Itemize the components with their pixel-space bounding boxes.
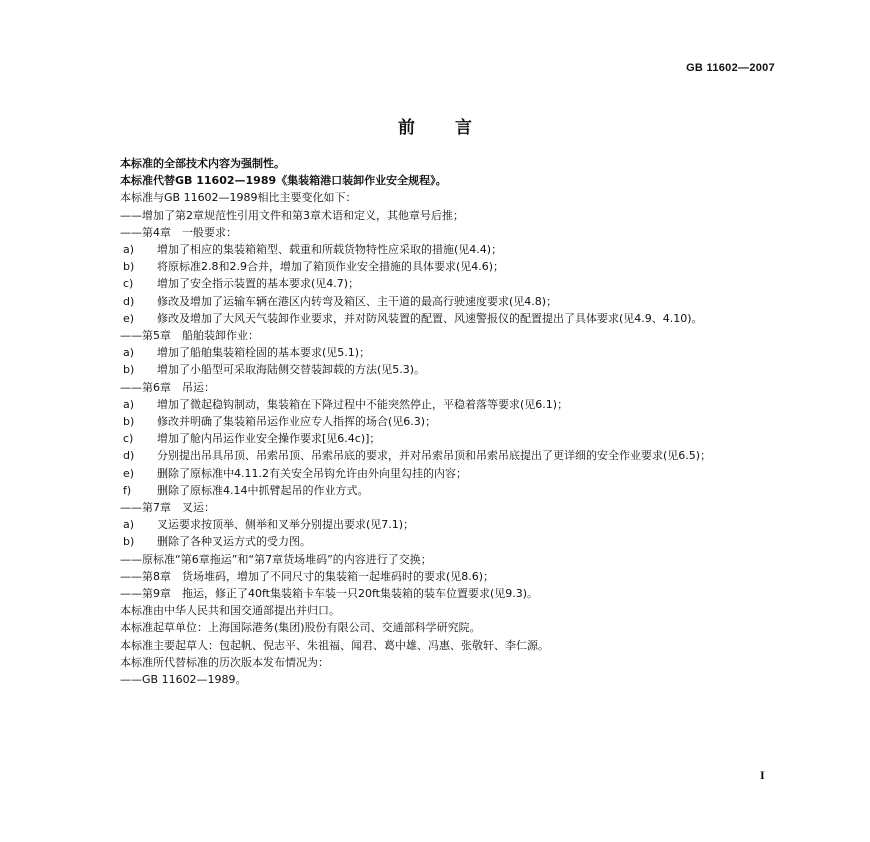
list-marker: b) bbox=[123, 260, 135, 274]
list-item-text: 增加了小船型可采取海陆侧交替装卸载的方法(见5.3)。 bbox=[157, 363, 426, 377]
list-item bbox=[120, 293, 780, 310]
list-item-text: 修改及增加了大风天气装卸作业要求，并对防风装置的配置、风速警报仪的配置提出了具体要求(见4.9、4.10)。 bbox=[157, 311, 703, 325]
list-item bbox=[120, 430, 780, 447]
body-line: ——第8章 货场堆码，增加了不同尺寸的集装箱一起堆码时的要求(见8.6)； bbox=[120, 569, 495, 583]
list-marker: c) bbox=[123, 432, 134, 446]
list-item-text: 叉运要求按顶举、侧举和叉举分别提出要求(见7.1)； bbox=[157, 518, 415, 532]
foreword-body bbox=[120, 155, 780, 688]
list-item bbox=[120, 533, 780, 550]
list-item bbox=[120, 396, 780, 413]
list-item bbox=[120, 516, 780, 533]
body-line: 本标准代替GB 11602—1989《集装箱港口装卸作业安全规程》。 bbox=[120, 174, 447, 188]
list-item-text: 将原标准2.8和2.9合并，增加了箱顶作业安全措施的具体要求(见4.6)； bbox=[157, 260, 505, 274]
list-marker: a) bbox=[123, 346, 135, 360]
body-line: ——GB 11602—1989。 bbox=[120, 673, 247, 687]
page-number: I bbox=[760, 768, 765, 782]
list-item-text: 增加了相应的集装箱箱型、载重和所载货物特性应采取的措施(见4.4)； bbox=[157, 243, 503, 257]
list-item bbox=[120, 241, 780, 258]
list-item-text: 修改并明确了集装箱吊运作业应专人指挥的场合(见6.3)； bbox=[157, 415, 437, 429]
list-item-text: 删除了原标准4.14中抓臂起吊的作业方式。 bbox=[157, 483, 369, 497]
title-char-1: 前 bbox=[398, 118, 415, 138]
list-item-text: 分别提出吊具吊顶、吊索吊顶、吊索吊底的要求，并对吊索吊顶和吊索吊底提出了更详细的安全作业要求(见6.5)； bbox=[157, 449, 712, 463]
list-item-text: 删除了原标准中4.11.2有关安全吊钩允许由外向里勾挂的内容； bbox=[157, 466, 467, 480]
body-line: ——原标准“第6章拖运”和“第7章货场堆码”的内容进行了交换； bbox=[120, 552, 432, 566]
list-item bbox=[120, 344, 780, 361]
list-item bbox=[120, 258, 780, 275]
list-item-text: 删除了各种叉运方式的受力图。 bbox=[157, 535, 311, 549]
list-marker: a) bbox=[123, 243, 135, 257]
body-line: ——第4章 一般要求： bbox=[120, 225, 237, 239]
standard-code-header: GB 11602—2007 bbox=[686, 62, 775, 74]
list-marker: d) bbox=[123, 449, 135, 463]
list-item bbox=[120, 275, 780, 292]
body-line: 本标准主要起草人：包起帆、倪志平、朱祖福、闻君、葛中雄、冯惠、张敬轩、李仁源。 bbox=[120, 638, 549, 652]
body-line: ——第6章 吊运： bbox=[120, 380, 215, 394]
list-item bbox=[120, 310, 780, 327]
list-item bbox=[120, 361, 780, 378]
body-line: ——第7章 叉运： bbox=[120, 501, 215, 515]
list-item-text: 增加了船舶集装箱栓固的基本要求(见5.1)； bbox=[157, 346, 371, 360]
body-line: ——增加了第2章规范性引用文件和第3章术语和定义，其他章号后推； bbox=[120, 208, 464, 222]
list-marker: b) bbox=[123, 415, 135, 429]
list-marker: e) bbox=[123, 466, 135, 480]
body-line: ——第5章 船舶装卸作业： bbox=[120, 329, 259, 343]
body-line: 本标准与GB 11602—1989相比主要变化如下： bbox=[120, 191, 357, 205]
list-marker: a) bbox=[123, 518, 135, 532]
list-marker: d) bbox=[123, 294, 135, 308]
list-item bbox=[120, 465, 780, 482]
list-marker: f) bbox=[123, 483, 132, 497]
list-marker: b) bbox=[123, 535, 135, 549]
body-line: 本标准起草单位：上海国际港务(集团)股份有限公司、交通部科学研究院。 bbox=[120, 621, 481, 635]
list-item-text: 增加了微起稳钩制动，集装箱在下降过程中不能突然停止，平稳着落等要求(见6.1)； bbox=[157, 397, 569, 411]
list-marker: a) bbox=[123, 397, 135, 411]
body-line: ——第9章 拖运，修正了40ft集装箱卡车装一只20ft集装箱的装车位置要求(见9.3)。 bbox=[120, 587, 539, 601]
body-line: 本标准的全部技术内容为强制性。 bbox=[120, 157, 285, 170]
list-marker: b) bbox=[123, 363, 135, 377]
list-item-text: 增加了安全指示装置的基本要求(见4.7)； bbox=[157, 277, 360, 291]
title-char-2: 言 bbox=[455, 118, 472, 138]
body-line: 本标准所代替标准的历次版本发布情况为： bbox=[120, 655, 329, 669]
body-line: 本标准由中华人民共和国交通部提出并归口。 bbox=[120, 604, 340, 618]
page-title bbox=[0, 113, 870, 138]
list-item bbox=[120, 447, 780, 464]
list-item-text: 修改及增加了运输车辆在港区内转弯及箱区、主干道的最高行驶速度要求(见4.8)； bbox=[157, 294, 558, 308]
list-marker: e) bbox=[123, 311, 135, 325]
list-item-text: 增加了舱内吊运作业安全操作要求[见6.4c)]； bbox=[157, 432, 381, 446]
list-marker: c) bbox=[123, 277, 134, 291]
list-item bbox=[120, 482, 780, 499]
list-item bbox=[120, 413, 780, 430]
